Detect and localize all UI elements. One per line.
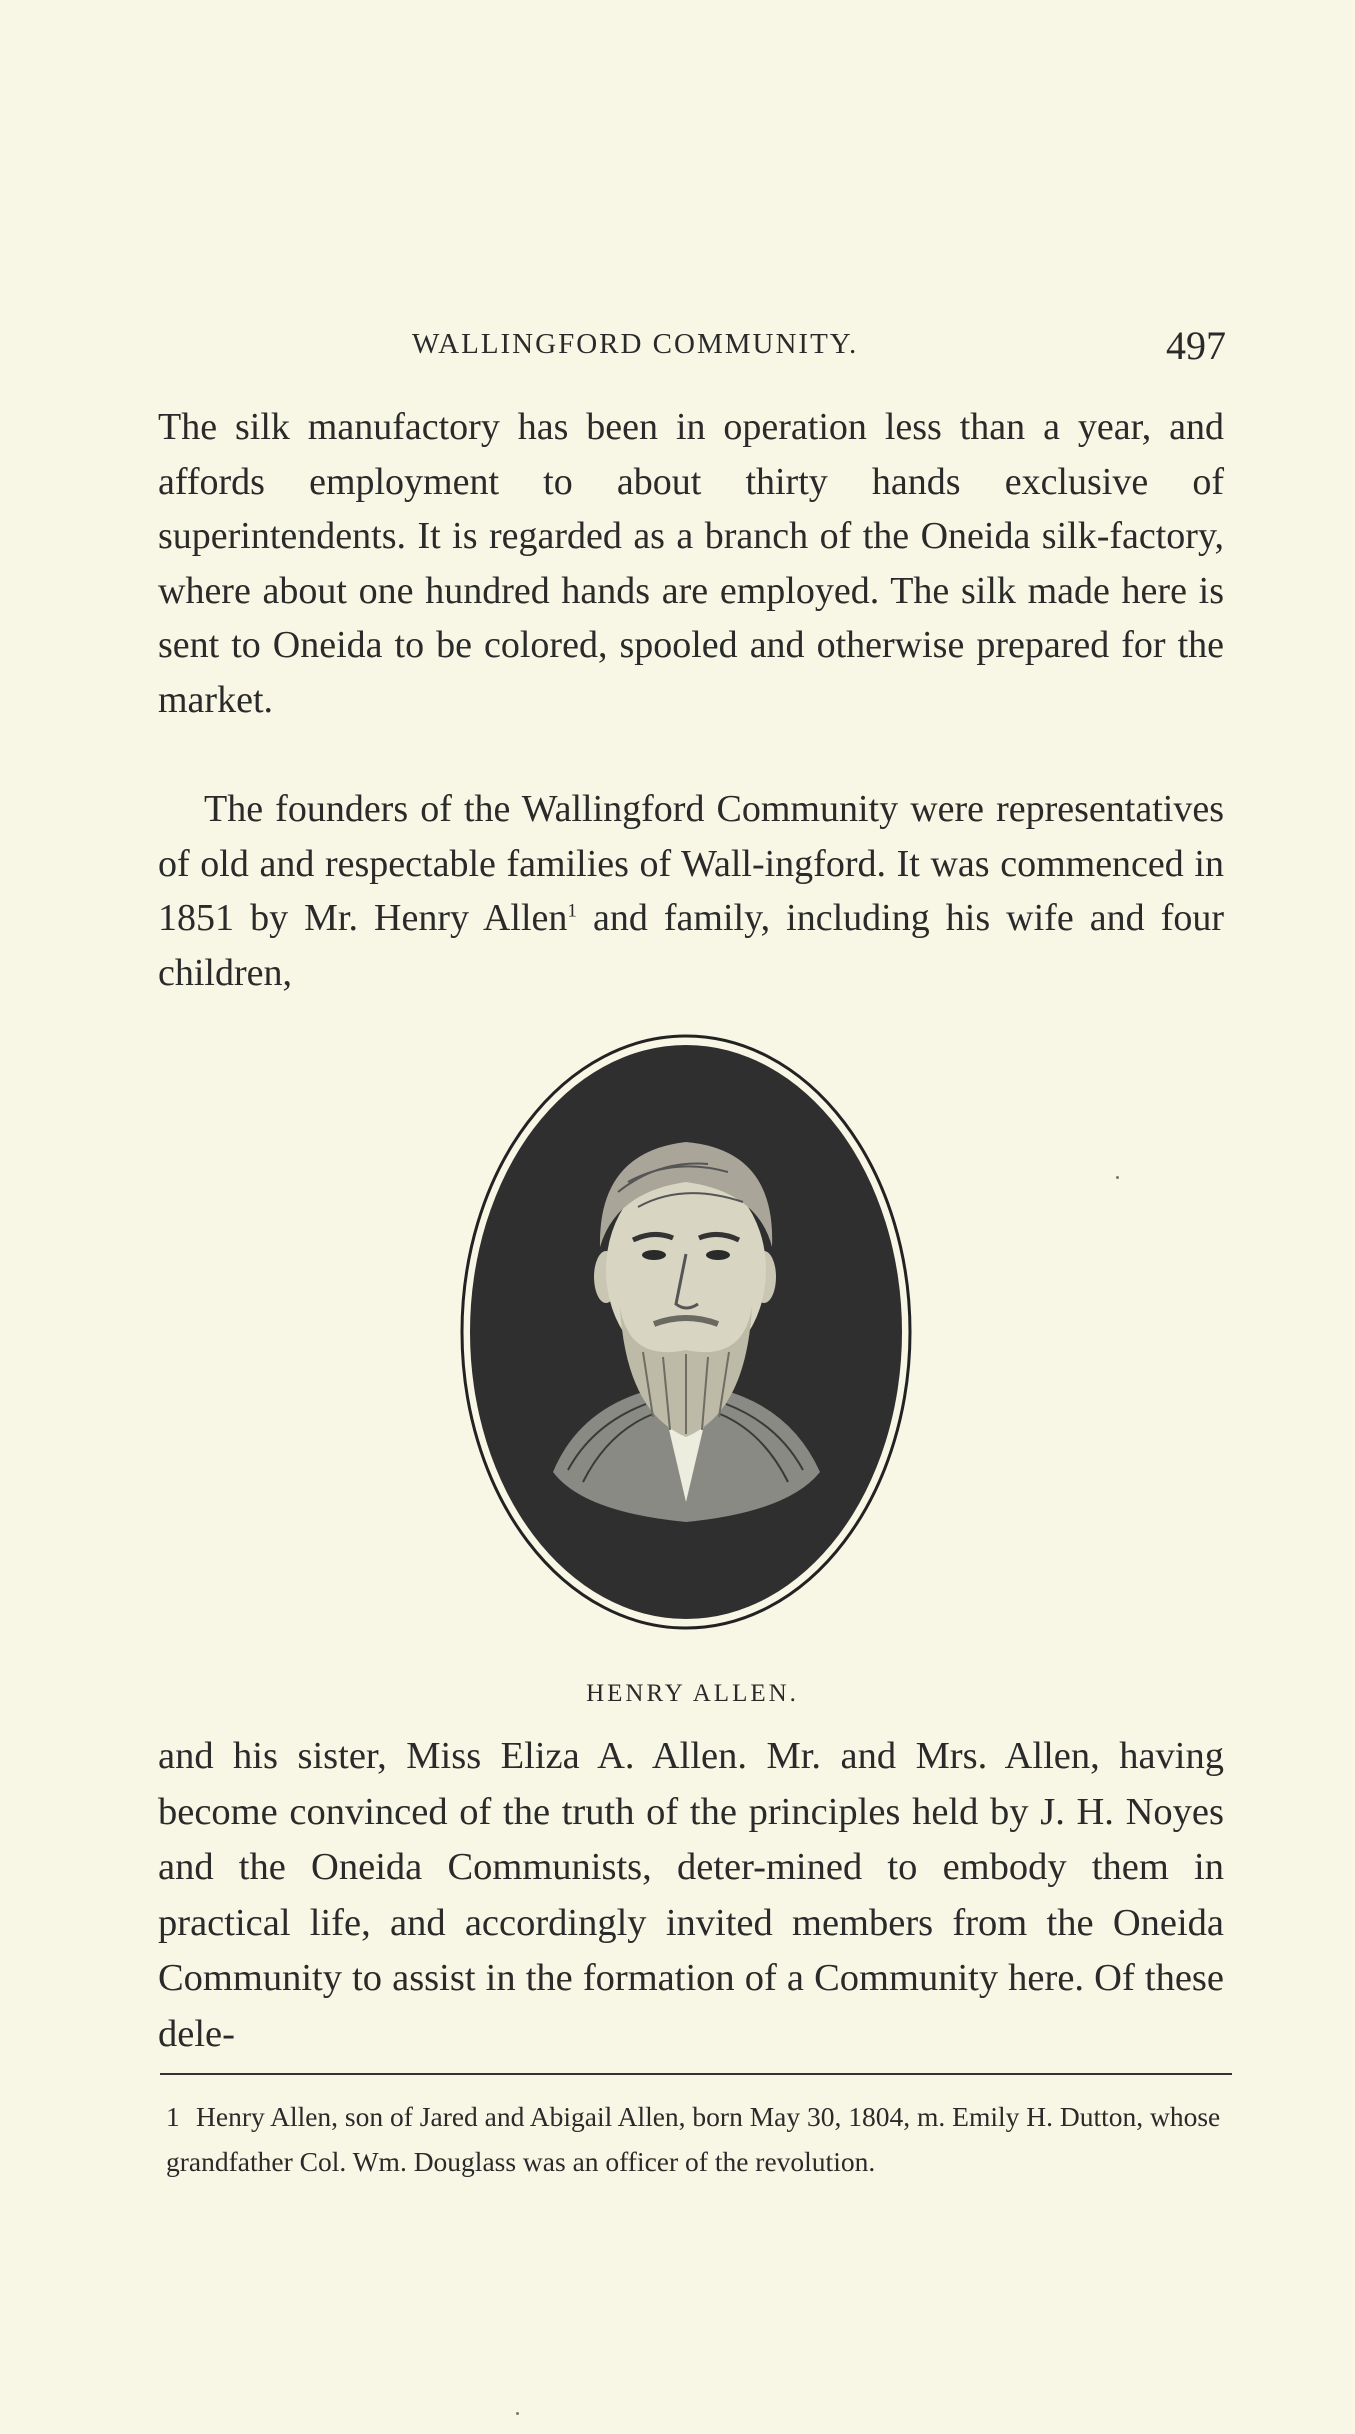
running-header <box>156 322 1226 382</box>
footnote <box>166 2094 1236 2184</box>
paper-speck <box>516 2412 519 2415</box>
figure-caption: HENRY ALLEN. <box>586 1680 799 1707</box>
paragraph-founders-continuation: and family, including his wife and four children, <box>158 897 1224 994</box>
footnote-number: 1 <box>166 2101 180 2132</box>
running-title: WALLINGFORD COMMUNITY. <box>412 328 859 360</box>
paragraph-eliza-allen: and his sister, Miss Eliza A. Allen. Mr. and Mrs. Allen, having become convinced of the truth of the principles held by J. H. Noyes and the Oneida Communists, deter-mined to embody them in practical life, and accordingly invited members from the Oneida Community to assist in the formation of a Community here. Of these dele- <box>158 1735 1224 2055</box>
page-number: 497 <box>1166 323 1226 368</box>
paragraph-founders-text: The founders of the Wallingford Community were representatives of old and respectable families of Wall-ingford. It was commenced in 1851 by Mr. Henry Allen <box>158 788 1224 939</box>
paragraph-founders <box>158 782 1224 1000</box>
portrait-engraving <box>458 1032 914 1632</box>
footnote-text: Henry Allen, son of Jared and Abigail Allen, born May 30, 1804, m. Emily H. Dutton, whose grandfather Col. Wm. Douglass was an officer of the revolution. <box>166 2101 1221 2177</box>
paper-speck <box>1116 1176 1119 1179</box>
paragraph-silk-manufactory: The silk manufactory has been in operation less than a year, and affords employment to about thirty hands exclusive of superintendents. It is regarded as a branch of the Oneida silk-factory, where about one hundred hands are employed. The silk made here is sent to Oneida to be colored, spooled and otherwise prepared for the market. <box>158 406 1224 721</box>
footnote-divider <box>160 2073 1232 2075</box>
henry-allen-portrait <box>458 1032 914 1632</box>
footnote-reference: 1 <box>567 900 577 922</box>
